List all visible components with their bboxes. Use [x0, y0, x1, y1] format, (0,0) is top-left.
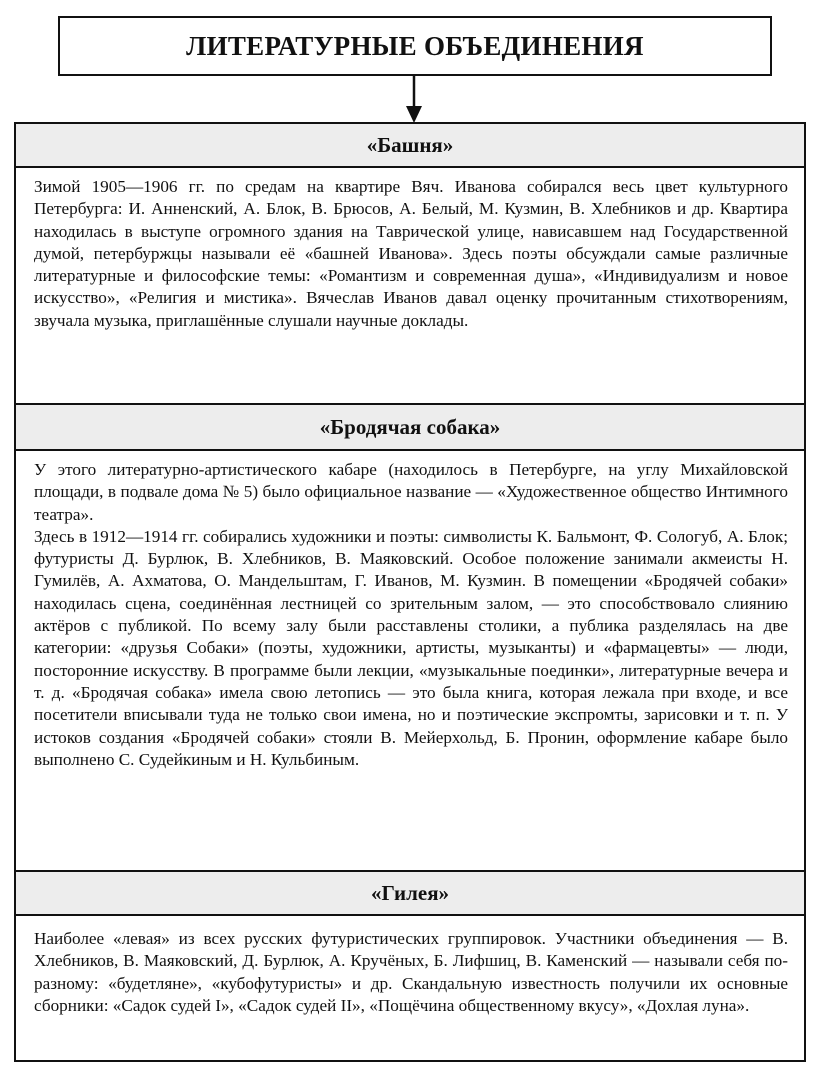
arrow-down-icon — [404, 76, 424, 124]
paragraph: У этого литературно-артистического кабаре (находилось в Петербурге, на углу Михайловской площади, в подвале дома № 5) было официальное название — «Художественное общество Интимного театра». — [34, 460, 788, 524]
section-body-brodyachaya-sobaka — [16, 453, 804, 869]
paragraph: Здесь в 1912—1914 гг. собирались художники и поэты: символисты К. Бальмонт, Ф. Сологуб, А. Блок; футуристы Д. Бурлюк, В. Хлебников, В. Маяковский. Особое положение занимали акмеисты Н. Гумилёв, А. Ахматова, О. Мандельштам, Г. Иванов, М. Кузмин. В помещении «Бродячей собаки» находилась сцена, соединённая лестницей со зрительным залом, — это способствовало слиянию актёров с публикой. По всему залу были расставлены столики, а публика разделялась на две категории: «друзья Собаки» (поэты, художники, артисты, музыканты) и «фармацевты» — люди, посторонние искусству. В программе были лекции, «музыкальные поединки», литературные вечера и т. д. «Бродячая собака» имела свою летопись — это была книга, которая лежала при входе, и все посетители вписывали туда не только свои имена, но и поэтические экспромты, зарисовки и т. п. У истоков создания «Бродячей собаки» стояли В. Мейерхольд, Б. Пронин, оформление кабаре было выполнено С. Судейкиным и Н. Кульбиным. — [34, 526, 788, 769]
section-heading-bashnya: «Башня» — [16, 124, 804, 168]
section-body-gileya — [16, 918, 804, 1060]
paragraph: Зимой 1905—1906 гг. по средам на квартире Вяч. Иванова собирался весь цвет культурного Петербурга: И. Анненский, А. Блок, В. Брюсов, А. Белый, М. Кузмин, В. Хлебников и др. Квартира находилась в выступе огромного здания на Таврической улице, нависавшем над Государственной думой, петербуржцы называли её «башней Иванова». Здесь поэты обсуждали самые различные литературные и философские темы: «Романтизм и современная душа», «Индивидуализм и новое искусство», «Религия и мистика». Вячеслав Иванов давал оценку прочитанным стихотворениям, звучала музыка, приглашённые слушали научные доклады. — [34, 177, 788, 330]
associations-frame — [14, 122, 806, 1062]
section-heading-brodyachaya-sobaka: «Бродячая собака» — [16, 405, 804, 451]
section-body-bashnya — [16, 170, 804, 402]
paragraph: Наиболее «левая» из всех русских футуристических группировок. Участники объединения — В. Хлебников, В. Маяковский, Д. Бурлюк, А. Кручёных, Б. Лифшиц, В. Каменский — называли себя по-разному: «будетляне», «кубофутуристы» и др. Скандальную известность получили их основные сборники: «Садок судей I», «Садок судей II», «Пощёчина общественному вкусу», «Дохлая луна». — [34, 929, 788, 1015]
page-title: ЛИТЕРАТУРНЫЕ ОБЪЕДИНЕНИЯ — [58, 16, 772, 76]
section-heading-gileya: «Гилея» — [16, 872, 804, 916]
